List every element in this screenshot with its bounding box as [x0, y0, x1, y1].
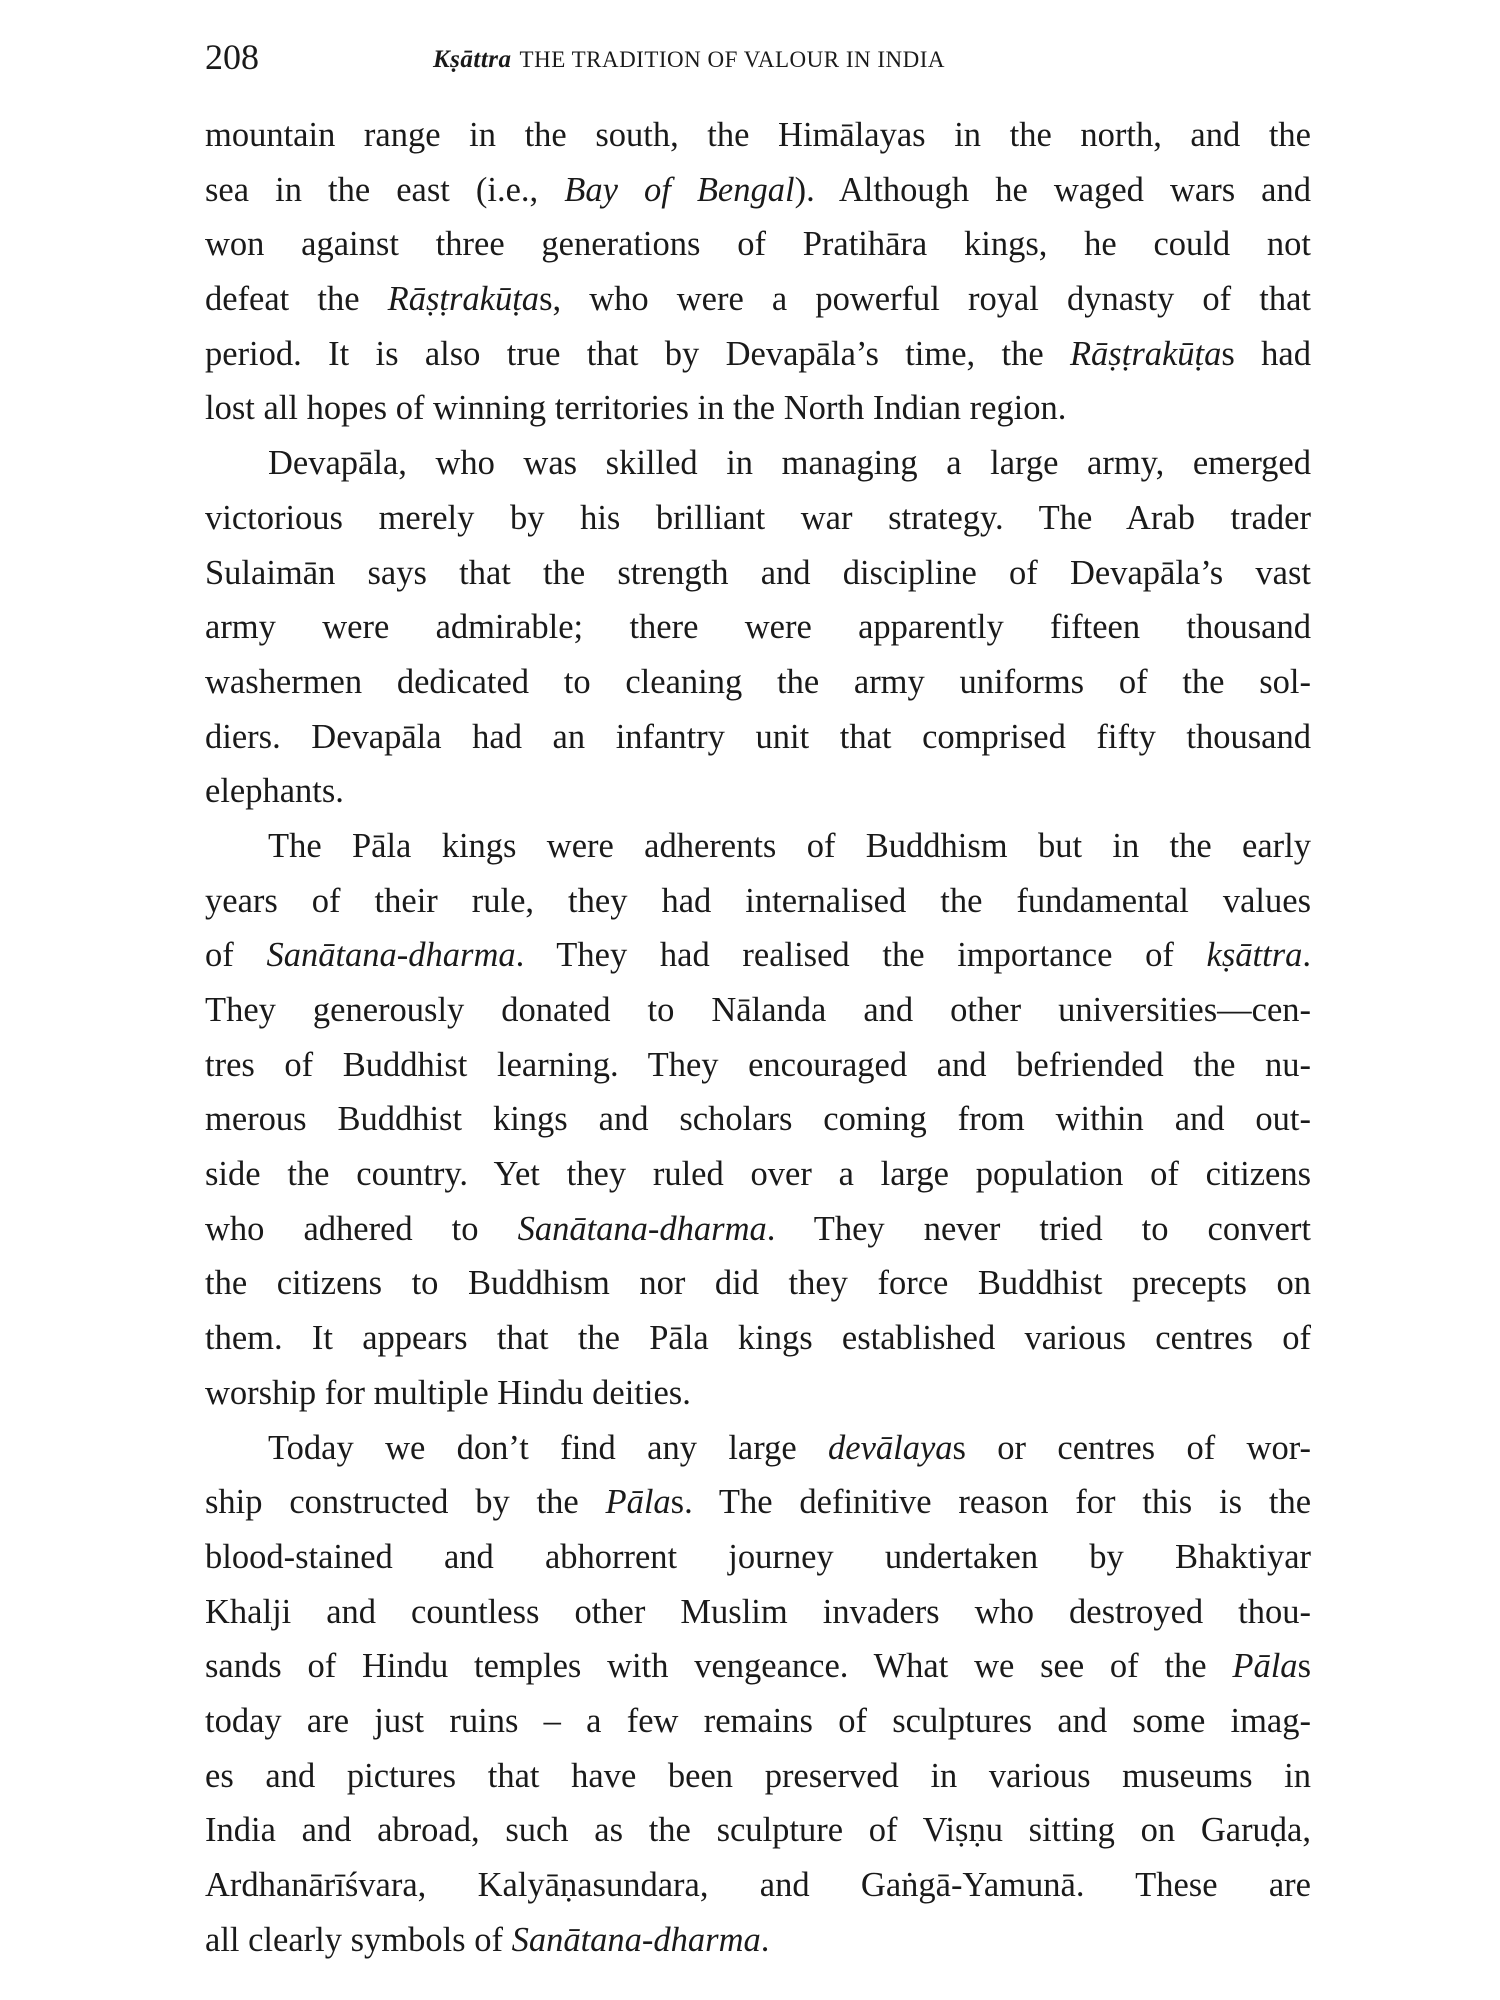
running-head-italic: Kṣāttra — [433, 46, 512, 73]
text-line — [205, 1803, 1311, 1858]
italic-text: Sanātana-dharma — [517, 1209, 767, 1248]
text-line — [205, 1366, 1311, 1421]
text-line — [205, 710, 1311, 765]
text-run: elephants. — [205, 772, 344, 811]
text-line — [205, 436, 1311, 491]
italic-text: Pāla — [1232, 1647, 1298, 1686]
text-line — [205, 1202, 1311, 1257]
text-line — [205, 327, 1311, 382]
paragraph — [205, 108, 1311, 436]
text-run: blood-stained and abhorrent journey undertaken by Bhaktiyar — [205, 1537, 1311, 1576]
text-line — [205, 381, 1311, 436]
text-line — [205, 1749, 1311, 1804]
text-run: es and pictures that have been preserved in various museums in — [205, 1756, 1311, 1795]
text-run: sands of Hindu temples with vengeance. What we see of the — [205, 1647, 1233, 1686]
text-line — [205, 928, 1311, 983]
text-run: of — [205, 936, 267, 975]
text-run: ). Although he waged wars and — [794, 170, 1311, 209]
text-line — [205, 1311, 1311, 1366]
text-run: army were admirable; there were apparently fifteen thousand — [205, 608, 1311, 647]
text-line — [205, 546, 1311, 601]
text-line — [205, 1421, 1311, 1476]
running-head-title: THE TRADITION OF VALOUR IN INDIA — [519, 47, 946, 72]
text-line — [205, 1585, 1311, 1640]
text-line — [205, 874, 1311, 929]
paragraph — [205, 1421, 1311, 1968]
text-run: Today we don’t find any large — [268, 1428, 828, 1467]
text-line — [205, 1256, 1311, 1311]
text-run: mountain range in the south, the Himālayas in the north, and the — [205, 116, 1311, 154]
text-line — [205, 819, 1311, 874]
text-run: Devapāla, who was skilled in managing a large army, emerged — [268, 444, 1311, 483]
text-run: defeat the — [205, 280, 388, 319]
text-run: India and abroad, such as the sculpture of Viṣṇu sitting on Garuḍa, — [205, 1811, 1311, 1850]
text-run: the citizens to Buddhism nor did they force Buddhist precepts on — [205, 1264, 1311, 1303]
text-line — [205, 1694, 1311, 1749]
italic-text: devālaya — [828, 1428, 953, 1467]
text-line — [205, 600, 1311, 655]
page-number: 208 — [205, 37, 259, 77]
text-run: all clearly symbols of — [205, 1920, 512, 1959]
text-run: s. The definitive reason for this is the — [670, 1483, 1312, 1522]
italic-text: kṣāttra — [1206, 936, 1303, 975]
text-run: . — [760, 1920, 770, 1959]
text-run: Ardhanārīśvara, Kalyāṇasundara, and Gaṅgā-Yamunā. These are — [205, 1866, 1311, 1904]
text-line — [205, 655, 1311, 710]
text-run: them. It appears that the Pāla kings established various centres of — [205, 1319, 1311, 1358]
body-text — [205, 108, 1311, 1967]
text-run: merous Buddhist kings and scholars coming from within and out- — [205, 1100, 1311, 1139]
text-line — [205, 1038, 1311, 1093]
text-run: victorious merely by his brilliant war strategy. The Arab trader — [205, 498, 1311, 537]
text-run: They generously donated to Nālanda and other universities—cen- — [205, 991, 1311, 1029]
text-line — [205, 983, 1311, 1038]
italic-text: Sanātana-dharma — [511, 1920, 761, 1959]
page-header — [205, 36, 1315, 86]
text-line — [205, 217, 1311, 272]
text-run: sea in the east (i.e., — [205, 170, 565, 209]
italic-text: Rāṣṭrakūṭa — [387, 280, 540, 319]
text-run: tres of Buddhist learning. They encouraged and befriended the nu- — [205, 1045, 1311, 1084]
text-run: s — [1297, 1647, 1311, 1686]
text-run: Sulaimān says that the strength and discipline of Devapāla’s vast — [205, 553, 1311, 592]
text-line — [205, 1147, 1311, 1202]
text-run: today are just ruins – a few remains of sculptures and some imag- — [205, 1701, 1311, 1740]
text-run: Khalji and countless other Muslim invaders who destroyed thou- — [205, 1592, 1311, 1631]
text-run: . They had realised the importance of — [515, 936, 1207, 975]
text-run: side the country. Yet they ruled over a large population of citizens — [205, 1155, 1311, 1194]
text-line — [205, 1639, 1311, 1694]
italic-text: Bay of Bengal — [564, 170, 795, 209]
text-run: s had — [1221, 334, 1311, 373]
paragraph — [205, 436, 1311, 819]
italic-text: Sanātana-dharma — [266, 936, 516, 975]
text-run: diers. Devapāla had an infantry unit that comprised fifty thousand — [205, 717, 1311, 756]
text-run: The Pāla kings were adherents of Buddhism but in the early — [268, 826, 1311, 865]
text-line — [205, 491, 1311, 546]
running-head — [433, 46, 945, 74]
text-run: lost all hopes of winning territories in the North Indian region. — [205, 389, 1067, 428]
text-line — [205, 163, 1311, 218]
text-run: who adhered to — [205, 1209, 518, 1248]
text-run: . They never tried to convert — [766, 1209, 1311, 1248]
text-run: years of their rule, they had internalised the fundamental values — [205, 881, 1311, 920]
text-line — [205, 1858, 1311, 1913]
text-run: washermen dedicated to cleaning the army uniforms of the sol- — [205, 662, 1311, 701]
text-line — [205, 764, 1311, 819]
text-run: ship constructed by the — [205, 1483, 606, 1522]
italic-text: Rāṣṭrakūṭa — [1069, 334, 1222, 373]
text-run: period. It is also true that by Devapāla’s time, the — [205, 334, 1070, 373]
text-run: s, who were a powerful royal dynasty of that — [539, 280, 1311, 319]
paragraph — [205, 819, 1311, 1421]
italic-text: Pāla — [605, 1483, 671, 1522]
text-line — [205, 272, 1311, 327]
text-line — [205, 1913, 1311, 1968]
text-run: . — [1302, 936, 1311, 975]
text-run: s or centres of wor- — [952, 1428, 1311, 1467]
text-line — [205, 1530, 1311, 1585]
text-run: worship for multiple Hindu deities. — [205, 1373, 691, 1412]
text-line — [205, 108, 1311, 163]
text-line — [205, 1475, 1311, 1530]
text-run: won against three generations of Pratihāra kings, he could not — [205, 225, 1311, 264]
text-line — [205, 1092, 1311, 1147]
